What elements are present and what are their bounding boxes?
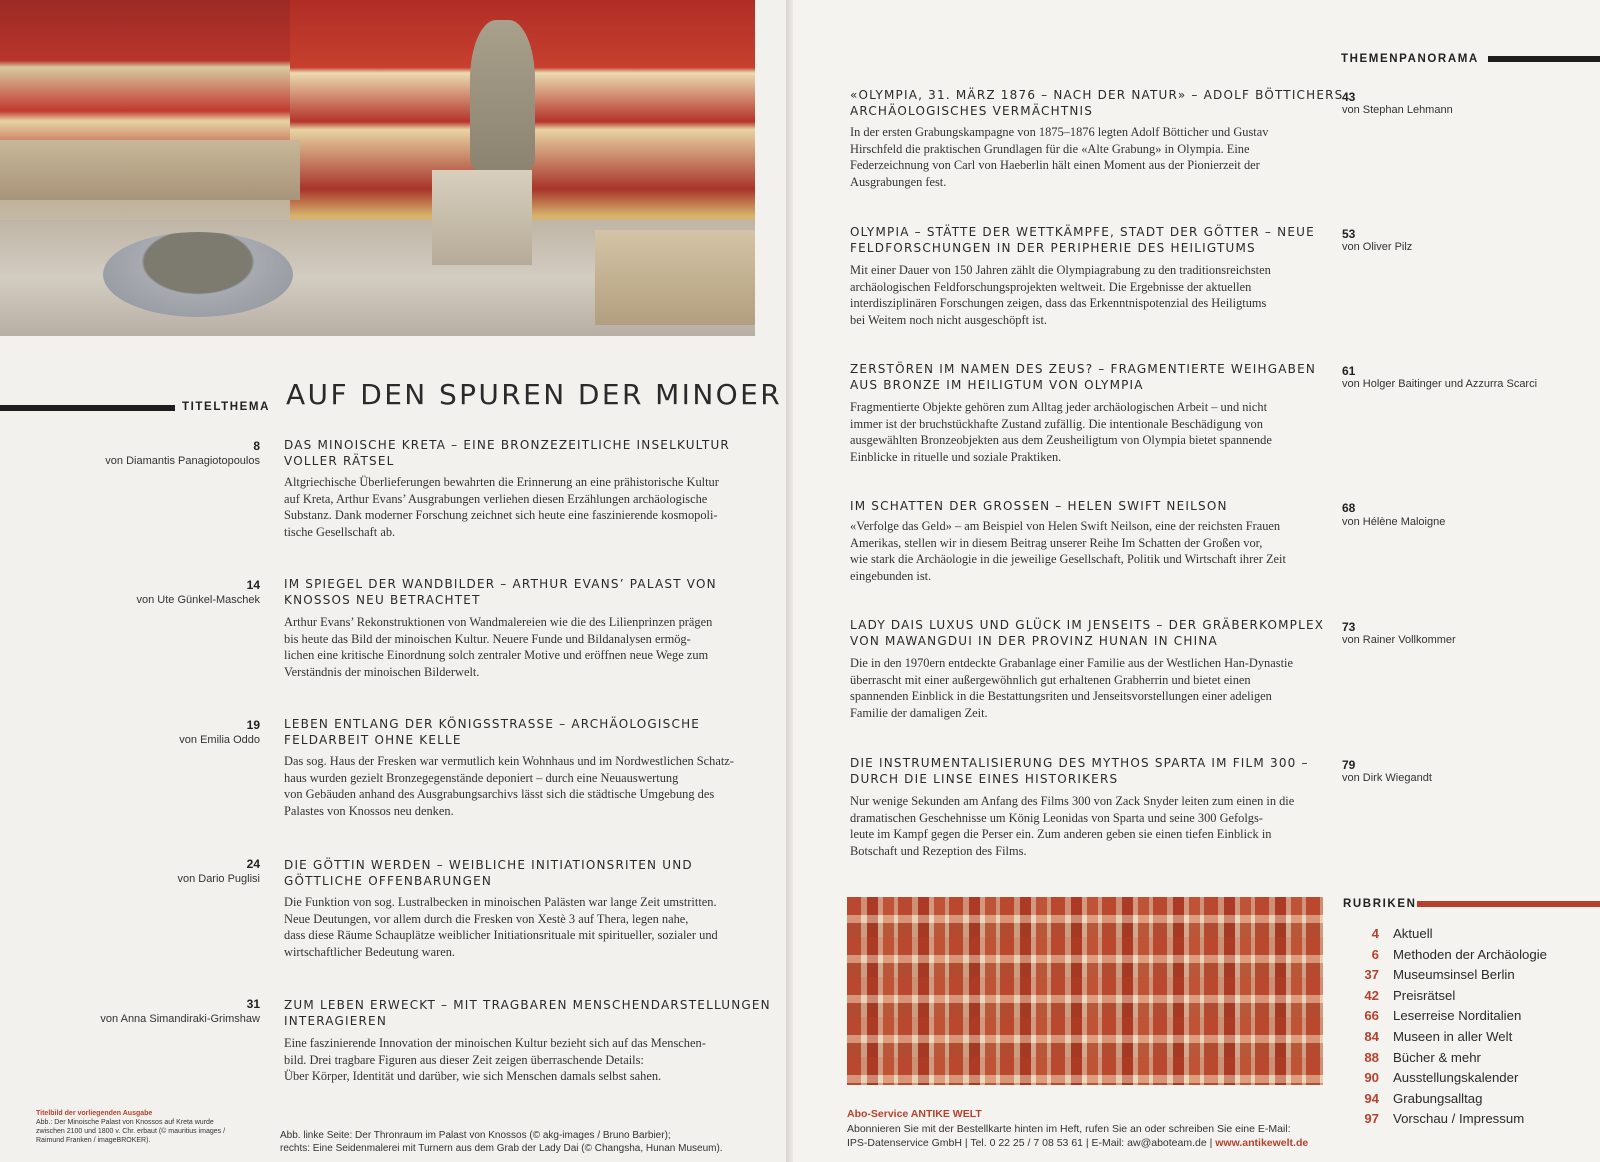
silk-painting-image: [847, 897, 1323, 1085]
rubrik-item[interactable]: 42 Preisrätsel: [1364, 987, 1456, 1003]
entry-page-number: 73: [1342, 620, 1356, 634]
rubrik-item[interactable]: 94 Grabungsalltag: [1364, 1090, 1483, 1106]
entry-body: Nur wenige Sekunden am Anfang des Films 300 von Zack Snyder leiten zum einen in die dramatischen Geschehnisse um König Leonidas von Sparta und seine 300 Gefolgs- leute im Kampf gegen die Perser ein. Zum anderen geben sie einen tiefen Einblick in Botschaft und Rezeption des Films.: [850, 794, 1295, 858]
entry-author: von Hélène Maloigne: [1342, 516, 1446, 528]
entry-body: Arthur Evans’ Rekonstruktionen von Wandmalereien wie die des Lilienprinzen prägen bis heute das Bild der minoischen Kultur. Neuere Funde und Bildanalysen ermög- lichen eine kritische Einordnung solch zentraler Motive und eröffnen neue Wege zum Verständnis der minoischen Bilderwelt.: [284, 615, 713, 679]
rubrik-item[interactable]: 88 Bücher & mehr: [1364, 1049, 1481, 1065]
entry-body: Altgriechische Überlieferungen bewahrten die Erinnerung an eine prähistorische Kultur auf Kreta, Arthur Evans’ Ausgrabungen verliehen diesen Erzählungen archäologische Substanz. Dank moderner Forschung zeichnet sich heute eine faszinierende kosmopoli- tische Gesellschaft ab.: [284, 475, 719, 539]
section-label-rubriken: RUBRIKEN: [1343, 898, 1417, 910]
entry-page-number: 68: [1342, 501, 1356, 515]
throne-room-photo: [0, 0, 755, 336]
entry-body: «Verfolge das Geld» – am Beispiel von Helen Swift Neilson, eine der reichsten Frauen Amerikas, stellen wir in diesem Beitrag unserer Reihe Im Schatten der Großen vor, wie stark die Archäologie in die jeweilige Gesellschaft, Politik und Wirtschaft ihrer Zeit eingebunden ist.: [850, 519, 1286, 583]
entry-page-number: 61: [1342, 364, 1356, 378]
entry-headline[interactable]: LEBEN ENTLANG DER KÖNIGSSTRASSE – ARCHÄOLOGISCHE FELDARBEIT OHNE KELLE: [284, 717, 701, 747]
entry-page-number: 19: [246, 718, 260, 732]
entry-author: von Rainer Vollkommer: [1342, 634, 1456, 646]
entry-body: Die in den 1970ern entdeckte Grabanlage einer Familie aus der Westlichen Han-Dynastie überrascht mit einer außergewöhnlich gut erhaltenen Grabherrin und bietet einen spannenden Einblick in die Bestattungsriten und Jenseitsvorstellungen einer adeligen Familie der damaligen Zeit.: [850, 656, 1293, 720]
entry-page-number: 79: [1342, 758, 1356, 772]
section-label-themenpanorama: THEMENPANORAMA: [1341, 53, 1479, 65]
themenpanorama-bar: [1488, 56, 1600, 62]
rubriken-list: [1345, 924, 1595, 1130]
entry-body: Eine faszinierende Innovation der minoischen Kultur bezieht sich auf das Menschen- bild. Drei tragbare Figuren aus dieser Zeit zeigen überraschende Details: Über Körper, Identität und darüber, wie sich Menschen damals selbst sahen.: [284, 1036, 706, 1084]
entry-body: Fragmentierte Objekte gehören zum Alltag jeder archäologischen Arbeit – und nicht immer ist der bruchstückhafte Zustand zufällig. Die intentionale Beschädigung von ausgewählten Bronzeobjekten aus dem Zeusheiligtum von Olympia bietet spannende Einblicke in rituelle und soziale Praktiken.: [850, 400, 1272, 464]
entry-headline[interactable]: «OLYMPIA, 31. MÄRZ 1876 – NACH DER NATUR» – ADOLF BÖTTICHERS ARCHÄOLOGISCHES VERMÄCHTNIS: [850, 88, 1344, 118]
entry-headline[interactable]: IM SCHATTEN DER GROSSEN – HELEN SWIFT NEILSON: [850, 499, 1228, 513]
rubrik-item[interactable]: 66 Leserreise Norditalien: [1364, 1008, 1522, 1024]
entry-body: In der ersten Grabungskampagne von 1875–1876 legten Adolf Bötticher und Gustav Hirschfeld die praktischen Grundlagen für die «Alte Grabung» in Olympia. Eine Federzeichnung von Carl von Haeberlin hält einen Moment aus der Pionierzeit der Ausgrabungen fest.: [850, 125, 1269, 189]
rubrik-item[interactable]: 90 Ausstellungskalender: [1364, 1070, 1519, 1086]
entry-headline[interactable]: DIE INSTRUMENTALISIERUNG DES MYTHOS SPARTA IM FILM 300 – DURCH DIE LINSE EINES HISTORIKERS: [850, 756, 1309, 786]
main-title: AUF DEN SPUREN DER MINOER: [286, 378, 783, 411]
rubrik-item[interactable]: 97 Vorschau / Impressum: [1364, 1111, 1525, 1127]
entry-page-number: 8: [253, 439, 260, 453]
rubrik-item[interactable]: 84 Museen in aller Welt: [1364, 1028, 1513, 1044]
rubrik-item[interactable]: 6 Methoden der Archäologie: [1371, 946, 1547, 962]
entry-page-number: 14: [246, 578, 260, 592]
entry-page-number: 43: [1342, 90, 1356, 104]
entry-author: von Ute Günkel-Maschek: [136, 594, 260, 606]
section-label-titelthema: TITELTHEMA: [182, 401, 270, 413]
entry-headline[interactable]: ZUM LEBEN ERWECKT – MIT TRAGBAREN MENSCHENDARSTELLUNGEN INTERAGIEREN: [284, 998, 771, 1028]
rubrik-item[interactable]: 4 Aktuell: [1371, 926, 1433, 941]
website-link[interactable]: www.antikewelt.de: [1215, 1137, 1309, 1149]
entry-author: von Oliver Pilz: [1342, 241, 1413, 253]
entry-body: Die Funktion von sog. Lustralbecken in minoischen Palästen war lange Zeit umstritten. Neue Deutungen, vor allem durch die Fresken von Xestè 3 auf Thera, legen nahe, dass diese Räume Schauplätze weiblicher Initiationsrituale mit spiritueller, sozialer und wirtschaftlicher Bedeutung waren.: [284, 895, 718, 959]
entry-body: Mit einer Dauer von 150 Jahren zählt die Olympiagrabung zu den traditionsreichsten archäologischen Feldforschungsprojekten weltweit. Die Ergebnisse der aktuellen interdisziplinären Forschungen zeigen, dass das Erkenntnispotenzial des Heiligtums bei Weitem noch nicht ausgeschöpft ist.: [850, 263, 1271, 327]
entry-headline[interactable]: DAS MINOISCHE KRETA – EINE BRONZEZEITLICHE INSELKULTUR VOLLER RÄTSEL: [284, 438, 730, 468]
entry-headline[interactable]: IM SPIEGEL DER WANDBILDER – ARTHUR EVANS’ PALAST VON KNOSSOS NEU BETRACHTET: [284, 577, 717, 607]
abo-service-text: Abonnieren Sie mit der Bestellkarte hinten im Heft, rufen Sie an oder schreiben Sie eine E-Mail: IPS-Datenservice GmbH | Tel. 0 22 25 / 7 08 53 61 | E-Mail: aw@aboteam.de | www.antikewelt.de: [847, 1123, 1309, 1149]
entry-author: von Diamantis Panagiotopoulos: [105, 455, 260, 467]
abo-service-title: Abo-Service ANTIKE WELT: [847, 1108, 982, 1120]
entry-body: Das sog. Haus der Fresken war vermutlich kein Wohnhaus und im Nordwestlichen Schatz- haus wurden gezielt Bronzegegenstände deponiert – durch eine Neuauswertung von Gebäuden anhand des Ausgrabungsarchivs lässt sich die städtische Umgebung des Palastes von Knossos neu denken.: [284, 754, 734, 818]
entry-headline[interactable]: LADY DAIS LUXUS UND GLÜCK IM JENSEITS – DER GRÄBERKOMPLEX VON MAWANGDUI IN DER PROVINZ HUNAN IN CHINA: [850, 618, 1325, 648]
entry-author: von Holger Baitinger und Azzurra Scarci: [1342, 378, 1538, 390]
entry-headline[interactable]: DIE GÖTTIN WERDEN – WEIBLICHE INITIATIONSRITEN UND GÖTTLICHE OFFENBARUNGEN: [284, 858, 693, 888]
entry-page-number: 31: [246, 997, 260, 1011]
entry-author: von Dario Puglisi: [177, 873, 260, 885]
entry-author: von Dirk Wiegandt: [1342, 772, 1432, 784]
rubrik-item[interactable]: 37 Museumsinsel Berlin: [1364, 967, 1515, 983]
titelthema-bar: [0, 405, 175, 411]
photo-caption: Abb. linke Seite: Der Thronraum im Palast von Knossos (© akg-images / Bruno Barbier); rechts: Eine Seidenmalerei mit Turnern aus dem Grab der Lady Dai (© Changsha, Hunan Museum).: [280, 1130, 723, 1154]
entry-page-number: 53: [1342, 227, 1356, 241]
left-page: [0, 0, 793, 1162]
cover-caption: Titelbild der vorliegenden Ausgabe Abb.: Der Minoische Palast von Knossos auf Kreta wurde zwischen 2100 und 1800 v. Chr. erbaut (© mauritius images / Raimund Franken / imageBROKER).: [36, 1110, 226, 1144]
entry-author: von Stephan Lehmann: [1342, 104, 1453, 116]
entry-headline[interactable]: ZERSTÖREN IM NAMEN DES ZEUS? – FRAGMENTIERTE WEIHGABEN AUS BRONZE IM HEILIGTUM VON OLYMPIA: [850, 362, 1317, 392]
entry-author: von Emilia Oddo: [179, 734, 260, 746]
entry-author: von Anna Simandiraki-Grimshaw: [100, 1013, 260, 1025]
rubriken-bar: [1417, 901, 1600, 907]
entry-page-number: 24: [246, 857, 260, 871]
entry-headline[interactable]: OLYMPIA – STÄTTE DER WETTKÄMPFE, STADT DER GÖTTER – NEUE FELDFORSCHUNGEN IN DER PERIPHERIE DES HEILIGTUMS: [850, 225, 1315, 255]
